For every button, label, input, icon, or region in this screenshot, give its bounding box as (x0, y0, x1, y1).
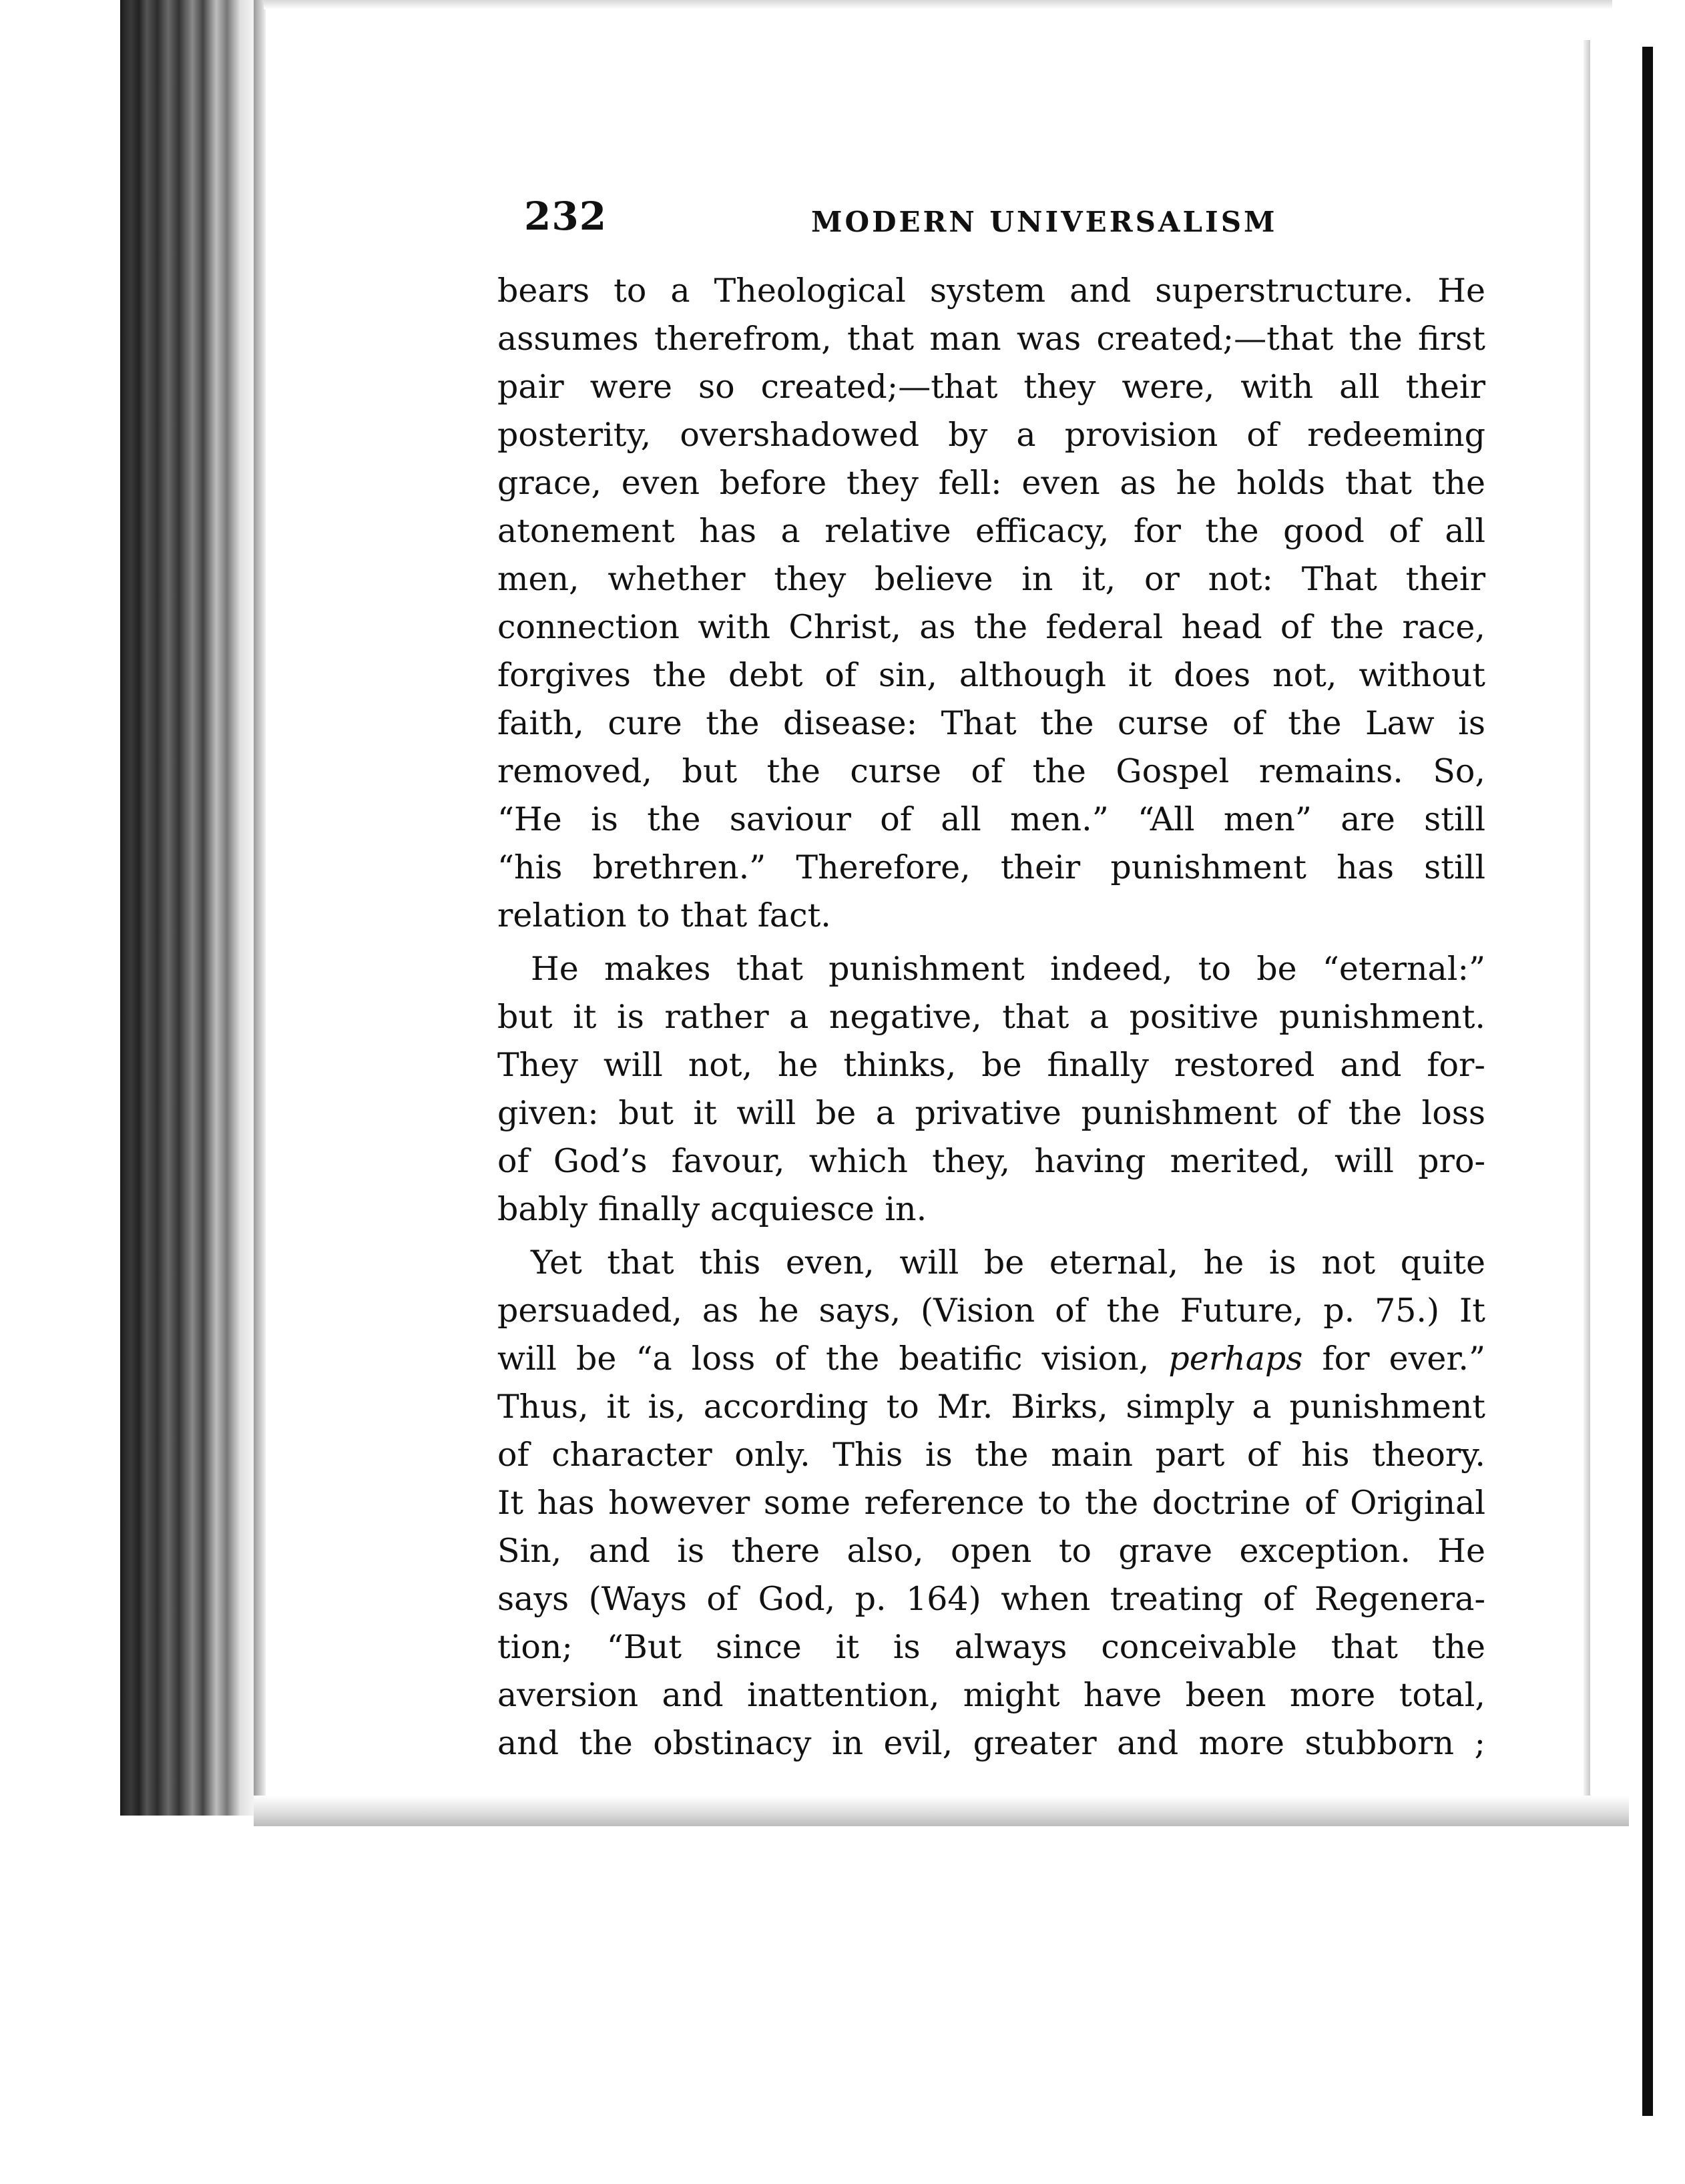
text-line: of God’s favour, which they, having merited, will pro- (497, 1142, 1485, 1180)
text-line: It has however some reference to the doctrine of Original (497, 1484, 1485, 1522)
page-top-edge (264, 0, 1612, 9)
text-line-mixed (497, 1335, 1485, 1383)
text-line: bears to a Theological system and superstructure. He (497, 272, 1485, 310)
book-spine-page-edges (120, 0, 254, 1816)
text-segment: for ever.” (1322, 1340, 1486, 1378)
text-line: Thus, it is, according to Mr. Birks, simply a punishment (497, 1388, 1485, 1426)
text-line: He makes that punishment indeed, to be “eternal:” (531, 950, 1485, 988)
page-bottom-edge (254, 1796, 1629, 1826)
text-line: persuaded, as he says, (Vision of the Future, p. 75.) It (497, 1292, 1485, 1330)
text-line: Sin, and is there also, open to grave exception. He (497, 1532, 1485, 1570)
text-line: removed, but the curse of the Gospel remains. So, (497, 752, 1485, 790)
text-line: of character only. This is the main part of his theory. (497, 1436, 1485, 1474)
facing-page-edge (1642, 47, 1653, 2116)
text-segment: will be “a loss of the beatific vision, (497, 1340, 1150, 1378)
page-number: 232 (524, 194, 608, 239)
text-line: assumes therefrom, that man was created;—that the first (497, 320, 1485, 358)
body-text (497, 267, 1499, 1767)
italic-word: perhaps (1168, 1340, 1303, 1378)
text-line: “He is the saviour of all men.” “All men” are still (497, 800, 1485, 838)
text-line: bably finally acquiesce in. (497, 1190, 927, 1228)
text-line: They will not, he thinks, be finally restored and for- (497, 1046, 1485, 1084)
text-line: says (Ways of God, p. 164) when treating of Regenera- (497, 1580, 1485, 1618)
text-line: but it is rather a negative, that a positive punishment. (497, 998, 1485, 1036)
text-line: relation to that fact. (497, 896, 831, 934)
text-line: and the obstinacy in evil, greater and more stubborn ; (497, 1724, 1485, 1762)
text-line: pair were so created;—that they were, with all their (497, 368, 1485, 406)
running-title: MODERN UNIVERSALISM (811, 206, 1278, 238)
text-line: grace, even before they fell: even as he holds that the (497, 464, 1485, 502)
text-line: tion; “But since it is always conceivable that the (497, 1628, 1485, 1666)
text-line: “his brethren.” Therefore, their punishment has still (497, 848, 1485, 886)
text-line: posterity, overshadowed by a provision of redeeming (497, 416, 1485, 454)
text-line: forgives the debt of sin, although it does not, without (497, 656, 1485, 694)
text-line: atonement has a relative efficacy, for the good of all (497, 512, 1485, 550)
text-line: Yet that this even, will be eternal, he is not quite (531, 1244, 1485, 1282)
text-line: connection with Christ, as the federal head of the race, (497, 608, 1485, 646)
text-line: aversion and inattention, might have been more total, (497, 1676, 1485, 1714)
book-page (497, 187, 1499, 1767)
text-line: men, whether they believe in it, or not: That their (497, 560, 1485, 598)
text-line: faith, cure the disease: That the curse of the Law is (497, 704, 1485, 742)
text-line: given: but it will be a privative punishment of the loss (497, 1094, 1485, 1132)
page-right-edge (1584, 40, 1590, 1809)
running-head (497, 187, 1499, 267)
page-gutter-shadow (254, 0, 266, 1816)
